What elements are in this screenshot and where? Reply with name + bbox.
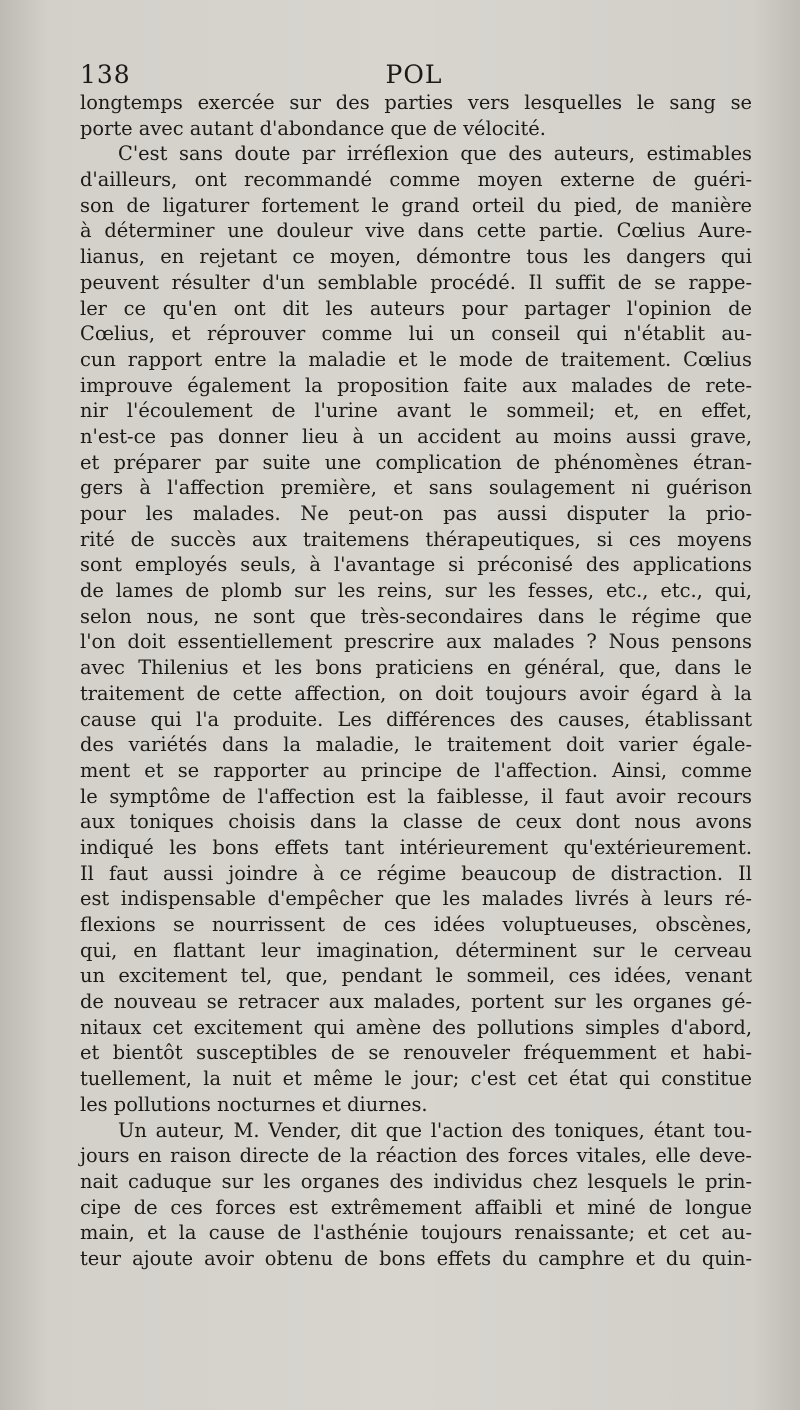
page-header [80,60,748,94]
text-line: de lames de plomb sur les reins, sur les fesses, etc., etc., qui, [80,579,752,603]
text-line: Il faut aussi joindre à ce régime beaucoup de distraction. Il [80,861,752,885]
text-line: flexions se nourrissent de ces idées voluptueuses, obscènes, [80,913,752,936]
text-line: à déterminer une douleur vive dans cette partie. Cœlius Aure- [80,219,752,243]
text-line: nait caduque sur les organes des individus chez lesquels le prin- [80,1169,752,1193]
text-line: indiqué les bons effets tant intérieurement qu'extérieurement. [80,835,752,859]
text-line: nitaux cet excitement qui amène des pollutions simples d'abord, [80,1015,752,1039]
text-line: porte avec autant d'abondance que de vélocité. [80,116,546,140]
text-line: tuellement, la nuit et même le jour; c'est cet état qui constitue [80,1067,752,1091]
text-line: C'est sans doute par irréflexion que des auteurs, estimables [118,142,752,166]
text-line: qui, en flattant leur imagination, déterminent sur le cerveau [80,938,752,962]
text-line: jours en raison directe de la réaction des forces vitales, elle deve- [80,1144,752,1168]
text-line: un excitement tel, que, pendant le sommeil, ces idées, venant [80,964,752,988]
text-line: ler ce qu'en ont dit les auteurs pour partager l'opinion de [80,296,752,320]
text-line: gers à l'affection première, et sans soulagement ni guérison [80,476,752,500]
text-line: cause qui l'a produite. Les différences des causes, établissant [80,707,752,731]
text-line: est indispensable d'empêcher que les malades livrés à leurs ré- [80,887,752,911]
text-line: l'on doit essentiellement prescrire aux malades ? Nous pensons [80,630,752,654]
text-line: ment et se rapporter au principe de l'affection. Ainsi, comme [80,758,752,782]
text-line: son de ligaturer fortement le grand orteil du pied, de manière [80,193,752,217]
text-line: traitement de cette affection, on doit toujours avoir égard à la [80,681,752,705]
running-head: POL [385,60,443,89]
text-line: Cœlius, et réprouver comme lui un conseil qui n'établit au- [80,322,752,346]
text-line: longtemps exercée sur des parties vers lesquelles le sang se [80,91,752,114]
text-line: les pollutions nocturnes et diurnes. [80,1092,428,1116]
text-line: peuvent résulter d'un semblable procédé. Il suffit de se rappe- [80,270,752,294]
text-line: n'est-ce pas donner lieu à un accident au moins aussi grave, [80,424,752,448]
text-line: sont employés seuls, à l'avantage si préconisé des applications [80,553,752,577]
text-line: aux toniques choisis dans la classe de ceux dont nous avons [80,810,752,834]
text-line: d'ailleurs, ont recommandé comme moyen externe de guéri- [80,168,752,192]
body-text [80,90,752,1272]
text-line: improuve également la proposition faite aux malades de rete- [80,373,752,397]
text-line: rité de succès aux traitemens thérapeutiques, si ces moyens [80,527,752,551]
text-line: des variétés dans la maladie, le traitement doit varier égale- [80,733,752,757]
text-line: nir l'écoulement de l'urine avant le sommeil; et, en effet, [80,399,752,423]
text-line: et préparer par suite une complication de phénomènes étran- [80,450,752,474]
text-line: et bientôt susceptibles de se renouveler fréquemment et habi- [80,1041,752,1065]
text-line: selon nous, ne sont que très-secondaires dans le régime que [80,604,752,628]
text-line: pour les malades. Ne peut-on pas aussi disputer la prio- [80,502,752,525]
text-line: de nouveau se retracer aux malades, portent sur les organes gé- [80,990,752,1014]
text-line: cun rapport entre la maladie et le mode de traitement. Cœlius [80,347,752,371]
text-line: lianus, en rejetant ce moyen, démontre tous les dangers qui [80,245,752,269]
text-line: main, et la cause de l'asthénie toujours renaissante; et cet au- [80,1221,752,1245]
text-line: cipe de ces forces est extrêmement affaibli et miné de longue [80,1195,752,1219]
text-line: avec Thilenius et les bons praticiens en général, que, dans le [80,656,752,680]
text-line: le symptôme de l'affection est la faiblesse, il faut avoir recours [80,784,752,808]
text-line: Un auteur, M. Vender, dit que l'action des toniques, étant tou- [118,1118,752,1142]
text-line: teur ajoute avoir obtenu de bons effets du camphre et du quin- [80,1246,752,1270]
page-number: 138 [80,60,131,89]
